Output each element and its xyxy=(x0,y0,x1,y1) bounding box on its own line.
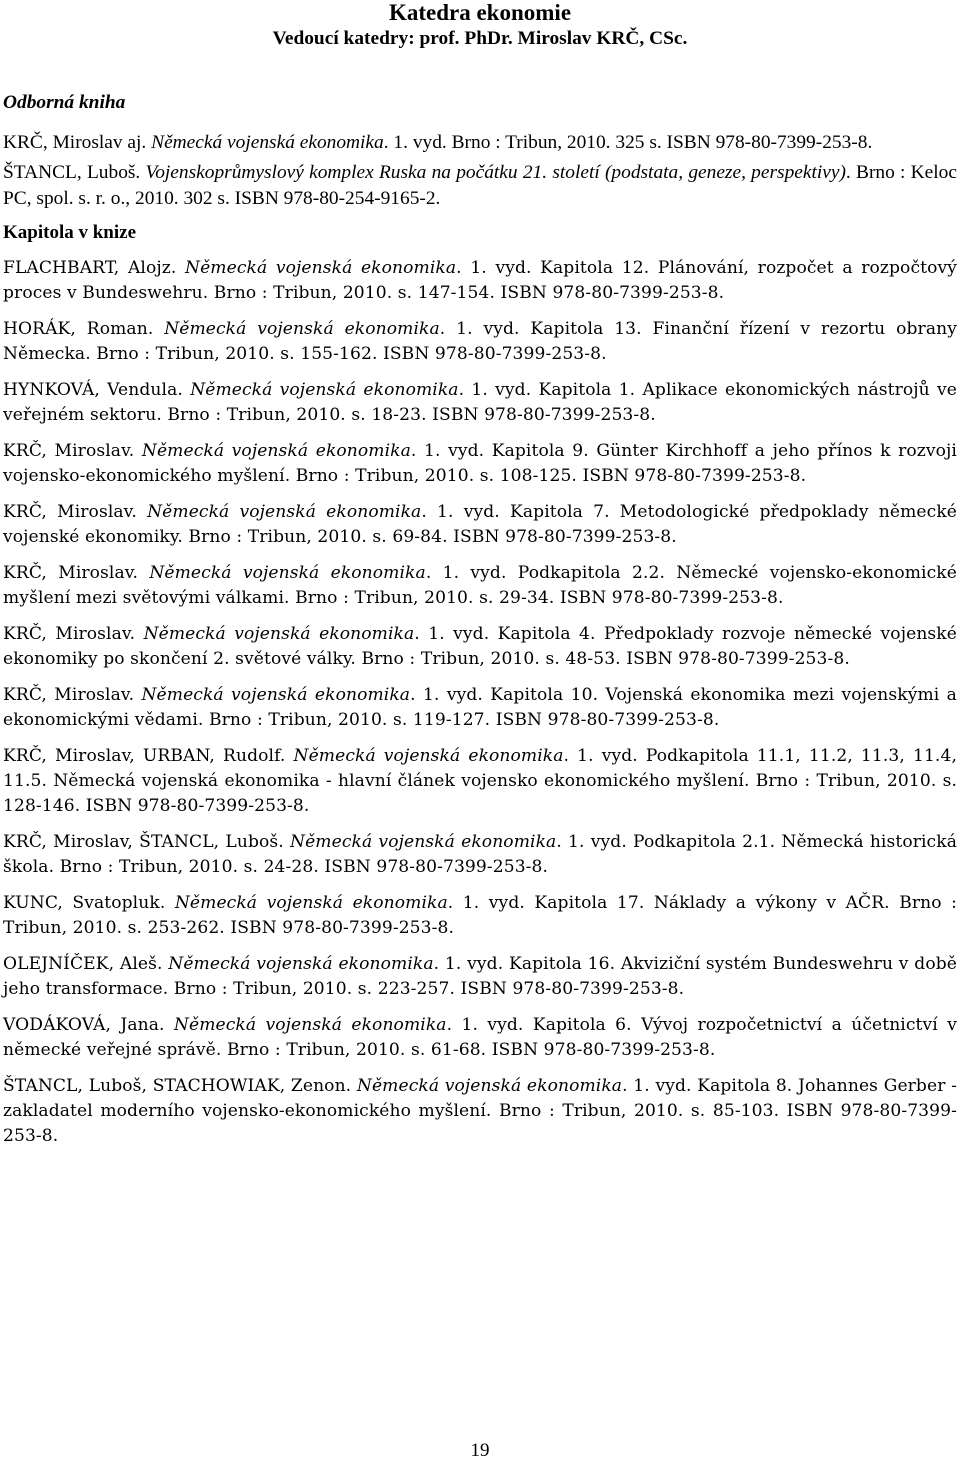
bibliography-entry xyxy=(3,744,957,819)
entry-authors: KRČ, Miroslav. xyxy=(3,502,137,522)
bibliography-entry xyxy=(3,952,957,1002)
entry-details: . Brno : Keloc PC, spol. s. r. o., 2010. 302 s. ISBN 978-80-254-9165-2. xyxy=(3,162,957,209)
bibliography-entry xyxy=(3,317,957,367)
bibliography-entry xyxy=(3,683,957,733)
entry-authors: HORÁK, Roman. xyxy=(3,319,154,339)
entry-authors: KRČ, Miroslav aj. xyxy=(3,132,147,153)
page-number: 19 xyxy=(470,1440,490,1461)
entry-authors: VODÁKOVÁ, Jana. xyxy=(3,1015,165,1035)
section-heading-chapter: Kapitola v knize xyxy=(3,222,137,243)
bibliography-entry xyxy=(3,1074,957,1149)
entry-authors: KRČ, Miroslav. xyxy=(3,563,139,583)
entry-title: Německá vojenská ekonomika xyxy=(190,380,459,400)
bibliography-entry xyxy=(3,891,957,941)
entry-title: Německá vojenská ekonomika xyxy=(290,832,557,852)
entry-details: . 1. vyd. Kapitola 16. Akviziční systém Bundeswehru v době jeho transformace. Brno : Tribun, 2010. s. 223-257. ISBN 978-80-7399-253-8. xyxy=(3,954,957,999)
entry-title: Německá vojenská ekonomika xyxy=(147,502,422,522)
entry-authors: FLACHBART, Alojz. xyxy=(3,258,177,278)
entry-details: . 1. vyd. Podkapitola 11.1, 11.2, 11.3, 11.4, 11.5. Německá vojenská ekonomika - hlavní článek vojensko ekonomického myšlení. Brno : Tribun, 2010. s. 128-146. ISBN 978-80-7399-253-8. xyxy=(3,746,957,816)
entry-details: . 1. vyd. Podkapitola 2.2. Německé vojensko-ekonomické myšlení mezi světovými válkami. Brno : Tribun, 2010. s. 29-34. ISBN 978-80-7399-253-8. xyxy=(3,563,957,608)
entry-title: Německá vojenská ekonomika xyxy=(141,441,411,461)
entry-details: . 1. vyd. Kapitola 6. Vývoj rozpočetnictví a účetnictví v německé veřejné správě. Brno : Tribun, 2010. s. 61-68. ISBN 978-80-7399-253-8. xyxy=(3,1015,957,1060)
entry-authors: KRČ, Miroslav. xyxy=(3,441,135,461)
entry-title: Německá vojenská ekonomika xyxy=(143,624,415,644)
bibliography-entry xyxy=(3,500,957,550)
entry-details: . 1. vyd. Kapitola 12. Plánování, rozpočet a rozpočtový proces v Bundeswehru. Brno : Tribun, 2010. s. 147-154. ISBN 978-80-7399-253-8. xyxy=(3,258,957,303)
entry-authors: ŠTANCL, Luboš, STACHOWIAK, Zenon. xyxy=(3,1076,352,1096)
section-heading-book: Odborná kniha xyxy=(3,92,126,113)
book-list xyxy=(3,130,957,212)
entry-title: Německá vojenská ekonomika xyxy=(293,746,564,766)
entry-title: Německá vojenská ekonomika xyxy=(141,685,411,705)
bibliography-entry xyxy=(3,439,957,489)
entry-details: . 1. vyd. Kapitola 9. Günter Kirchhoff a jeho přínos k rozvoji vojensko-ekonomického myšlení. Brno : Tribun, 2010. s. 108-125. ISBN 978-80-7399-253-8. xyxy=(3,441,957,486)
entry-authors: HYNKOVÁ, Vendula. xyxy=(3,380,183,400)
bibliography-entry xyxy=(3,1013,957,1063)
entry-authors: KUNC, Svatopluk. xyxy=(3,893,166,913)
entry-details: . 1. vyd. Kapitola 10. Vojenská ekonomika mezi vojenskými a ekonomickými vědami. Brno : Tribun, 2010. s. 119-127. ISBN 978-80-7399-253-8. xyxy=(3,685,957,730)
entry-title: Německá vojenská ekonomika xyxy=(164,319,440,339)
entry-details: . 1. vyd. Kapitola 7. Metodologické předpoklady německé vojenské ekonomiky. Brno : Tribun, 2010. s. 69-84. ISBN 978-80-7399-253-8. xyxy=(3,502,957,547)
entry-details: . 1. vyd. Kapitola 1. Aplikace ekonomických nástrojů ve veřejném sektoru. Brno : Tribun, 2010. s. 18-23. ISBN 978-80-7399-253-8. xyxy=(3,380,957,425)
entry-title: Německá vojenská ekonomika xyxy=(185,258,457,278)
entry-details: . 1. vyd. Kapitola 13. Finanční řízení v rezortu obrany Německa. Brno : Tribun, 2010. s. 155-162. ISBN 978-80-7399-253-8. xyxy=(3,319,957,364)
entry-details: . 1. vyd. Brno : Tribun, 2010. 325 s. ISBN 978-80-7399-253-8. xyxy=(383,132,873,153)
bibliography-entry xyxy=(3,561,957,611)
bibliography-entry xyxy=(3,622,957,672)
entry-title: Německá vojenská ekonomika xyxy=(356,1076,623,1096)
bibliography-entry xyxy=(3,378,957,428)
entry-authors: KRČ, Miroslav. xyxy=(3,685,135,705)
bibliography-entry xyxy=(3,256,957,306)
entry-authors: KRČ, Miroslav, ŠTANCL, Luboš. xyxy=(3,832,284,852)
entry-authors: OLEJNÍČEK, Aleš. xyxy=(3,954,163,974)
entry-authors: ŠTANCL, Luboš. xyxy=(3,162,141,183)
bibliography-entry xyxy=(3,130,957,156)
entry-authors: KRČ, Miroslav. xyxy=(3,624,136,644)
entry-details: . 1. vyd. Kapitola 17. Náklady a výkony v AČR. Brno : Tribun, 2010. s. 253-262. ISBN 978-80-7399-253-8. xyxy=(3,893,957,938)
entry-details: . 1. vyd. Podkapitola 2.1. Německá historická škola. Brno : Tribun, 2010. s. 24-28. ISBN 978-80-7399-253-8. xyxy=(3,832,957,877)
bibliography-entry xyxy=(3,830,957,880)
entry-title: Německá vojenská ekonomika xyxy=(174,893,448,913)
chapter-list xyxy=(3,256,957,1149)
entry-authors: KRČ, Miroslav, URBAN, Rudolf. xyxy=(3,746,286,766)
document-page xyxy=(3,0,957,1160)
entry-title: Německá vojenská ekonomika xyxy=(151,132,384,153)
entry-title: Vojenskoprůmyslový komplex Ruska na počátku 21. století (podstata, geneze, perspektivy) xyxy=(145,162,846,183)
entry-title: Německá vojenská ekonomika xyxy=(149,563,426,583)
bibliography-entry xyxy=(3,160,957,212)
entry-title: Německá vojenská ekonomika xyxy=(168,954,434,974)
entry-details: . 1. vyd. Kapitola 8. Johannes Gerber - zakladatel moderního vojensko-ekonomického myšlení. Brno : Tribun, 2010. s. 85-103. ISBN 978-80-7399-253-8. xyxy=(3,1076,957,1146)
department-title: Katedra ekonomie xyxy=(388,0,572,25)
entry-details: . 1. vyd. Kapitola 4. Předpoklady rozvoje německé vojenské ekonomiky po skončení 2. světové války. Brno : Tribun, 2010. s. 48-53. ISBN 978-80-7399-253-8. xyxy=(3,624,957,669)
department-head: Vedoucí katedry: prof. PhDr. Miroslav KRČ, CSc. xyxy=(272,28,688,49)
entry-title: Německá vojenská ekonomika xyxy=(173,1015,447,1035)
